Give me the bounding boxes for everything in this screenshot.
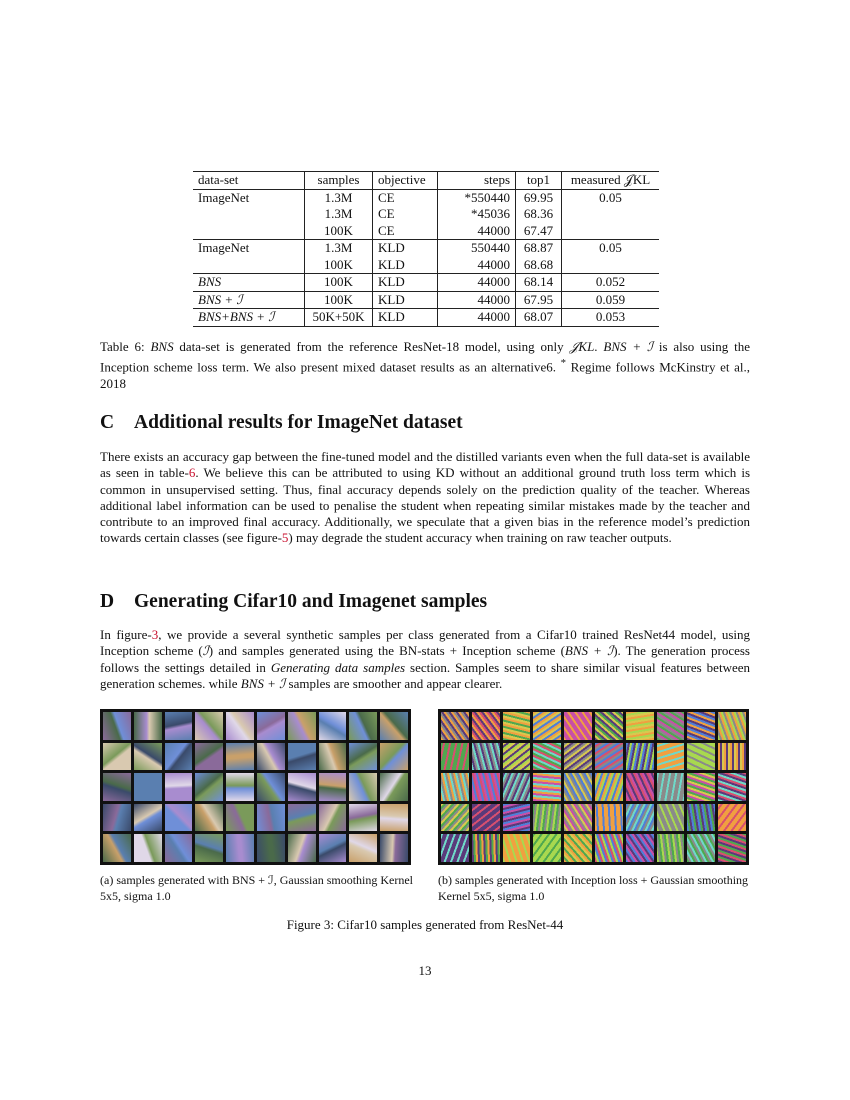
- sample-tile: [349, 804, 377, 832]
- table-header-row: [193, 172, 659, 190]
- sample-tile: [687, 773, 715, 801]
- table-cell-top1: 68.68: [516, 257, 562, 274]
- table-cell-objective: CE: [373, 206, 438, 223]
- table-cell-samples: 100K: [305, 223, 373, 240]
- sample-tile: [165, 743, 193, 771]
- section-c-text2: . We believe this can be attributed to using KD without an additional ground truth loss term which is common in unsupervised setting. Thus, final accuracy depends solely on the prediction quality of the teacher. Whereas additional label information can be used to penalise the student when repeating similar mistakes made by the teacher and contribute to an improved final accuracy. Additionally, we speculate that a given bias in the reference model’s prediction towards certain classes (see figure-: [100, 465, 751, 546]
- section-d-text3: ) and samples generated using the BN-stats + Inception scheme (: [208, 643, 565, 659]
- sample-tile: [288, 773, 316, 801]
- sample-tile: [687, 834, 715, 862]
- table-cell-objective: KLD: [373, 257, 438, 274]
- section-c-text1: There exists an accuracy gap between the fine-tuned model and the distilled variants even when the full data-set is available as seen in table-: [100, 449, 750, 481]
- sample-tile: [472, 773, 500, 801]
- sample-tile: [503, 834, 531, 862]
- sample-tile: [718, 773, 746, 801]
- caption-text2: is also using the Inception scheme loss term. We also present mixed dataset results as an alternative6.: [100, 339, 751, 375]
- sample-tile: [288, 743, 316, 771]
- col-header-samples: samples: [305, 172, 373, 190]
- table-row: [193, 274, 659, 292]
- sample-tile: [288, 834, 316, 862]
- table-cell-top1: 67.95: [516, 291, 562, 309]
- section-d-number: D: [100, 591, 115, 612]
- col-header-top1: top1: [516, 172, 562, 190]
- sample-tile: [380, 834, 408, 862]
- caption-bnsi: BNS + ℐ: [603, 339, 654, 354]
- table-cell-dataset: [193, 257, 305, 274]
- sample-tile: [657, 804, 685, 832]
- table-cell-top1: 69.95: [516, 189, 562, 206]
- table-cell-top1: 67.47: [516, 223, 562, 240]
- table-cell-objective: CE: [373, 223, 438, 240]
- section-c-text3: ) may degrade the student accuracy when training on raw teacher outputs.: [288, 530, 672, 546]
- sample-tile: [533, 712, 561, 740]
- sample-tile: [595, 773, 623, 801]
- sample-tile: [472, 712, 500, 740]
- sample-tile: [165, 773, 193, 801]
- caption-text3: Regime follows McKinstry et al., 2018: [100, 359, 750, 391]
- table-cell-samples: 1.3M: [305, 189, 373, 206]
- table-cell-samples: 100K: [305, 257, 373, 274]
- sample-tile: [165, 804, 193, 832]
- caption-label: Table 6:: [100, 339, 145, 354]
- sample-tile: [626, 804, 654, 832]
- sample-tile: [626, 743, 654, 771]
- sample-tile: [441, 743, 469, 771]
- sample-tile: [319, 773, 347, 801]
- sample-tile: [134, 712, 162, 740]
- sample-tile: [657, 773, 685, 801]
- sample-tile: [134, 804, 162, 832]
- table-cell-dataset: ImageNet: [193, 240, 305, 257]
- sample-tile: [718, 743, 746, 771]
- table-ref-link[interactable]: 6: [188, 465, 196, 481]
- table-cell-steps: *550440: [438, 189, 516, 206]
- section-d-paragraph: [100, 627, 750, 692]
- table-cell-measured: 0.05: [562, 189, 660, 206]
- sample-tile: [441, 773, 469, 801]
- sample-tile: [503, 804, 531, 832]
- sample-tile: [195, 773, 223, 801]
- table-cell-objective: KLD: [373, 291, 438, 309]
- sample-tile: [195, 804, 223, 832]
- table-cell-top1: 68.36: [516, 206, 562, 223]
- sample-tile: [564, 834, 592, 862]
- sample-tile: [134, 743, 162, 771]
- col-header-objective: objective: [373, 172, 438, 190]
- sample-tile: [257, 773, 285, 801]
- col-header-steps: steps: [438, 172, 516, 190]
- table-cell-measured: [562, 257, 660, 274]
- col-header-measured: measured 𝒥KL: [562, 172, 660, 190]
- sample-tile: [657, 712, 685, 740]
- table-caption: Table 6: BNS data-set is generated from the reference ResNet-18 model, using only 𝒥KL. BNS + ℐ is also using the Inception scheme loss term. We also present mixed dataset results as an alternative6. * Regime follows McKinstry et al., 2018: [100, 339, 751, 391]
- sample-tile: [595, 712, 623, 740]
- sample-tile: [103, 712, 131, 740]
- table-cell-top1: 68.87: [516, 240, 562, 257]
- symbol-bnsi: BNS + ℐ: [564, 643, 614, 659]
- table-cell-steps: 44000: [438, 309, 516, 327]
- sample-tile: [503, 712, 531, 740]
- sample-tile: [441, 804, 469, 832]
- table-cell-top1: 68.07: [516, 309, 562, 327]
- table-cell-steps: 44000: [438, 257, 516, 274]
- table-cell-samples: 1.3M: [305, 240, 373, 257]
- table-cell-dataset: [193, 223, 305, 240]
- sample-tile: [226, 834, 254, 862]
- sample-tile: [165, 834, 193, 862]
- table-cell-measured: 0.059: [562, 291, 660, 309]
- sample-tile: [441, 712, 469, 740]
- sample-tile: [472, 834, 500, 862]
- page-number: 13: [418, 963, 432, 978]
- sample-tile: [349, 834, 377, 862]
- sample-tile: [103, 773, 131, 801]
- sample-tile: [472, 743, 500, 771]
- table-cell-objective: KLD: [373, 274, 438, 292]
- section-d-text2: , we provide a several synthetic samples per class generated from a Cifar10 trained ResNet44 model, using Inception scheme (: [100, 627, 751, 659]
- figure-caption-main: Figure 3: Cifar10 samples generated from ResNet-44: [286, 917, 564, 932]
- table-row: [193, 291, 659, 309]
- sample-tile: [103, 804, 131, 832]
- table-cell-samples: 100K: [305, 274, 373, 292]
- sample-tile: [533, 773, 561, 801]
- sample-tile: [595, 834, 623, 862]
- sample-tile: [349, 743, 377, 771]
- table-row: [193, 189, 659, 206]
- caption-jkl: 𝒥KL: [569, 339, 595, 354]
- caption-bns: BNS: [150, 339, 174, 354]
- table-row: [193, 240, 659, 257]
- sample-tile: [687, 804, 715, 832]
- sample-tile: [441, 834, 469, 862]
- table-cell-measured: [562, 206, 660, 223]
- sample-grid-b: [438, 709, 749, 865]
- caption-text1: data-set is generated from the reference ResNet-18 model, using only: [179, 339, 564, 354]
- table-cell-objective: KLD: [373, 240, 438, 257]
- table-cell-measured: [562, 223, 660, 240]
- table-cell-samples: 1.3M: [305, 206, 373, 223]
- sample-tile: [257, 712, 285, 740]
- section-d-text4: ). The generation process follows the settings detailed in: [100, 643, 750, 675]
- section-d-text6: samples are smoother and appear clearer.: [288, 675, 503, 691]
- section-d-text1: In figure-: [100, 627, 152, 642]
- section-d-heading: [100, 591, 487, 613]
- sample-tile: [626, 834, 654, 862]
- table-cell-dataset: BNS + ℐ: [193, 291, 305, 309]
- section-d-text5: section. Samples seem to share similar visual features between generation schemes. while: [100, 659, 750, 691]
- table-cell-dataset: [193, 206, 305, 223]
- sample-tile: [533, 743, 561, 771]
- section-c-paragraph: [100, 449, 750, 547]
- table-cell-objective: CE: [373, 189, 438, 206]
- section-d-title: Generating Cifar10 and Imagenet samples: [134, 591, 488, 612]
- sample-tile: [319, 804, 347, 832]
- sample-tile: [165, 712, 193, 740]
- sample-tile: [380, 804, 408, 832]
- sample-tile: [103, 743, 131, 771]
- results-table: [193, 171, 659, 327]
- sample-tile: [319, 834, 347, 862]
- sample-tile: [564, 743, 592, 771]
- table-row: [193, 309, 659, 327]
- sample-tile: [657, 743, 685, 771]
- table-cell-dataset: ImageNet: [198, 189, 250, 205]
- sample-grid-a: [100, 709, 411, 865]
- sample-tile: [718, 712, 746, 740]
- sample-tile: [288, 804, 316, 832]
- sample-tile: [626, 712, 654, 740]
- sample-tile: [564, 773, 592, 801]
- sample-tile: [319, 712, 347, 740]
- sample-tile: [134, 834, 162, 862]
- table-cell-steps: 44000: [438, 291, 516, 309]
- table-cell-steps: *45036: [438, 206, 516, 223]
- sample-tile: [226, 804, 254, 832]
- sample-tile: [195, 712, 223, 740]
- sample-tile: [503, 743, 531, 771]
- table-row: [193, 257, 659, 274]
- section-c-title: Additional results for ImageNet dataset: [134, 412, 463, 433]
- table-cell-steps: 44000: [438, 223, 516, 240]
- table-cell-measured: 0.05: [562, 240, 660, 257]
- table-cell-dataset: BNS: [193, 274, 305, 292]
- table-cell-dataset: BNS+BNS + ℐ: [193, 309, 305, 327]
- sample-tile: [718, 804, 746, 832]
- sample-tile: [533, 804, 561, 832]
- sample-tile: [257, 834, 285, 862]
- sample-tile: [226, 743, 254, 771]
- sample-tile: [195, 743, 223, 771]
- sample-tile: [564, 712, 592, 740]
- table-cell-top1: 68.14: [516, 274, 562, 292]
- col-header-dataset: data-set: [193, 172, 305, 190]
- sample-tile: [103, 834, 131, 862]
- sample-tile: [657, 834, 685, 862]
- symbol-i: ℐ: [202, 643, 209, 659]
- sample-tile: [380, 773, 408, 801]
- figure-caption-a: (a) samples generated with BNS + ℐ, Gaussian smoothing Kernel 5x5, sigma 1.0: [100, 873, 414, 903]
- figure-ref-link[interactable]: 5: [281, 530, 289, 546]
- sample-tile: [288, 712, 316, 740]
- sample-tile: [134, 773, 162, 801]
- sample-tile: [687, 743, 715, 771]
- italic-section-name: Generating data samples: [270, 659, 406, 675]
- table-cell-steps: 44000: [438, 274, 516, 292]
- sample-tile: [226, 712, 254, 740]
- sample-tile: [595, 743, 623, 771]
- symbol-bnsi-2: BNS + ℐ: [240, 675, 286, 691]
- sample-tile: [687, 712, 715, 740]
- sample-tile: [257, 804, 285, 832]
- table-cell-samples: 100K: [305, 291, 373, 309]
- sample-tile: [349, 773, 377, 801]
- sample-tile: [257, 743, 285, 771]
- caption-star: *: [560, 357, 566, 370]
- sample-tile: [503, 773, 531, 801]
- sample-tile: [718, 834, 746, 862]
- section-c-number: C: [100, 412, 115, 433]
- table-cell-objective: KLD: [373, 309, 438, 327]
- sample-tile: [195, 834, 223, 862]
- table-row: [193, 206, 659, 223]
- sample-tile: [626, 773, 654, 801]
- table-cell-steps: 550440: [438, 240, 516, 257]
- sample-tile: [380, 712, 408, 740]
- figure-caption-b: (b) samples generated with Inception loss + Gaussian smoothing Kernel 5x5, sigma 1.0: [438, 873, 749, 903]
- table-cell-measured: 0.053: [562, 309, 660, 327]
- sample-tile: [533, 834, 561, 862]
- sample-tile: [319, 743, 347, 771]
- sample-tile: [380, 743, 408, 771]
- sample-tile: [349, 712, 377, 740]
- sample-tile: [564, 804, 592, 832]
- figure-3-ref-link[interactable]: 3: [151, 627, 159, 642]
- table-cell-samples: 50K+50K: [305, 309, 373, 327]
- table-cell-measured: 0.052: [562, 274, 660, 292]
- sample-tile: [226, 773, 254, 801]
- sample-tile: [595, 804, 623, 832]
- sample-tile: [472, 804, 500, 832]
- section-c-heading: [100, 412, 463, 434]
- table-row: [193, 223, 659, 240]
